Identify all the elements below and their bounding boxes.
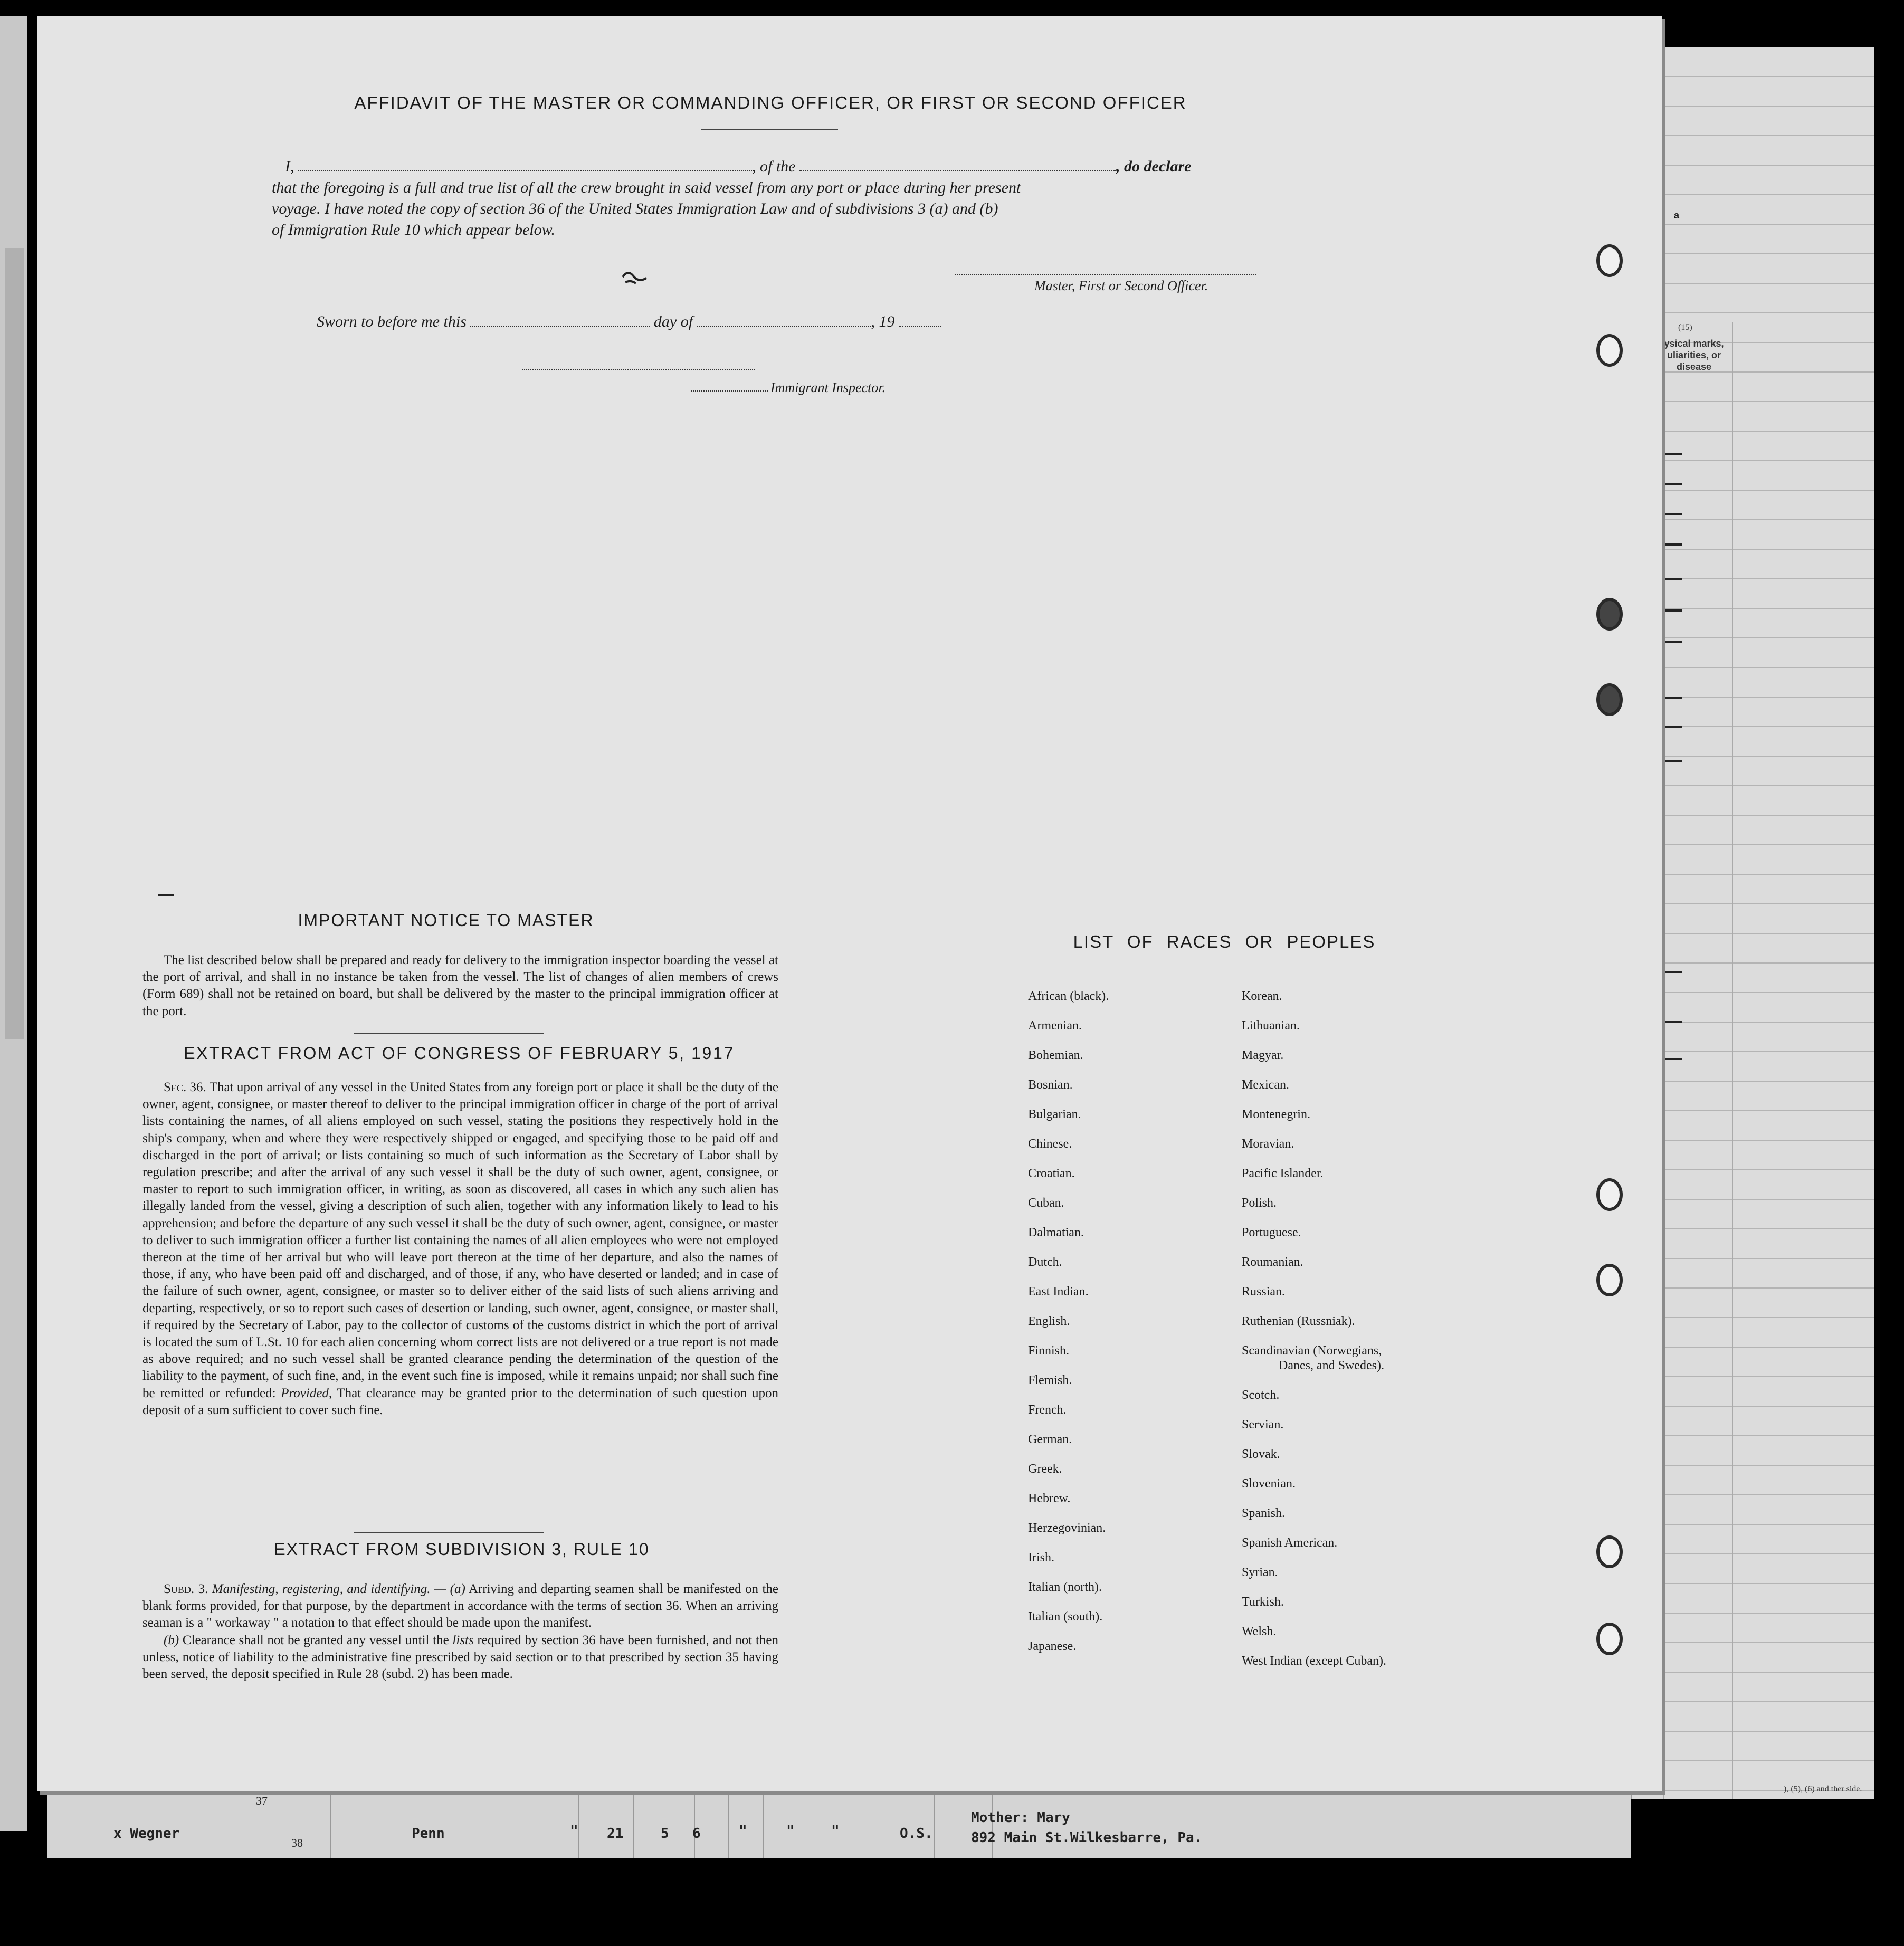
crew-name: x Wegner — [113, 1826, 180, 1842]
race-item: Magyar. — [1242, 1048, 1284, 1062]
race-item: Japanese. — [1028, 1639, 1077, 1653]
margin-dash — [1665, 483, 1682, 485]
race-item: Hebrew. — [1028, 1492, 1071, 1505]
race-item: English. — [1028, 1314, 1070, 1328]
bleed-through-typing — [63, 401, 1620, 446]
race-item: Irish. — [1028, 1551, 1054, 1565]
underlay-fragment: a — [1674, 210, 1680, 221]
punch-hole — [1596, 1623, 1623, 1655]
sworn-prefix: Sworn to before me this — [317, 313, 467, 330]
margin-dash — [1665, 760, 1682, 762]
subdivision-a-paragraph — [142, 1581, 778, 1632]
sworn-line — [317, 311, 941, 332]
cell-divider — [633, 1792, 634, 1858]
race-item: Slovenian. — [1242, 1477, 1296, 1491]
affidavit-sheet — [37, 16, 1662, 1791]
race-item: Bohemian. — [1028, 1048, 1083, 1062]
punch-hole — [1596, 1178, 1623, 1211]
race-item: Dutch. — [1028, 1255, 1062, 1269]
race-item: African (black). — [1028, 989, 1109, 1003]
inspector-signature-line[interactable] — [522, 369, 755, 370]
month-blank[interactable] — [697, 320, 871, 327]
margin-dash — [1665, 543, 1682, 546]
margin-dash — [1665, 726, 1682, 728]
ditto-mark: " — [739, 1823, 747, 1839]
subd-label: Subd. 3. — [164, 1582, 208, 1596]
margin-dash — [1665, 453, 1682, 455]
title-underline — [701, 129, 838, 130]
punch-hole — [1596, 598, 1623, 631]
column-heading: ysical marks, uliarities, or disease — [1664, 338, 1724, 372]
ghost-row — [63, 401, 1620, 446]
sheet-edge — [5, 248, 24, 1039]
race-item: Korean. — [1242, 989, 1282, 1003]
affidavit-line-3: voyage. I have noted the copy of section 36 of the United States Immigration Law and of subdivisions 3 (a) and (b) — [272, 200, 998, 217]
notice-title: IMPORTANT NOTICE TO MASTER — [298, 911, 594, 930]
race-item: Portuguese. — [1242, 1226, 1301, 1239]
race-item: Pacific Islander. — [1242, 1167, 1324, 1180]
extract-act-title: EXTRACT FROM ACT OF CONGRESS OF FEBRUARY 5, 1917 — [184, 1044, 735, 1063]
race-item: West Indian (except Cuban). — [1242, 1654, 1386, 1668]
race-item: Cuban. — [1028, 1196, 1064, 1210]
subdivision-b-paragraph — [142, 1632, 778, 1683]
margin-dash — [1665, 578, 1682, 580]
crew-height-feet: 5 — [661, 1826, 669, 1842]
smudge-mark — [620, 266, 649, 288]
provided-text: That clearance may be granted prior to the determination of such question upon deposit of a sum sufficient to cover such fine. — [142, 1386, 778, 1417]
notice-body — [142, 952, 778, 1020]
affidavit-of-the: , of the — [752, 158, 796, 175]
race-item: Chinese. — [1028, 1137, 1072, 1151]
race-item: Croatian. — [1028, 1167, 1075, 1180]
cell-divider — [934, 1792, 935, 1858]
punch-hole — [1596, 1535, 1623, 1568]
punch-hole — [1596, 1264, 1623, 1296]
column-rule — [1732, 322, 1733, 1799]
race-item: Greek. — [1028, 1462, 1062, 1476]
ditto-mark: " — [570, 1823, 578, 1839]
crew-age: 21 — [607, 1826, 624, 1842]
crew-height-inches: 6 — [692, 1826, 701, 1842]
margin-dash — [158, 894, 174, 896]
margin-dash — [1665, 697, 1682, 699]
margin-dash — [1665, 1058, 1682, 1060]
subd-b-lists: lists — [452, 1633, 474, 1647]
underlay-footer-text: ), (5), (6) and ther side. — [1784, 1785, 1862, 1794]
cell-divider — [728, 1792, 729, 1858]
section-36-paragraph — [142, 1079, 778, 1419]
column-number: (15) — [1678, 323, 1692, 332]
subd-a-text: Arriving and departing seamen shall be manifested on the blank forms provided, for that purpose, by the department in accordance with the terms of section 36. When an arriving seaman is a " workaway " a notation to that effect should be made upon the manifest. — [142, 1582, 778, 1630]
cell-divider — [330, 1792, 331, 1858]
races-title: LIST OF RACES OR PEOPLES — [1073, 932, 1376, 951]
affidavit-line-2: that the foregoing is a full and true list of all the crew brought in said vessel from any port or place during her present — [272, 179, 1021, 196]
races-right-column — [1242, 989, 1386, 1684]
race-item: Montenegrin. — [1242, 1108, 1310, 1121]
race-item: Italian (north). — [1028, 1580, 1102, 1594]
section-36-text: That upon arrival of any vessel in the United States from any foreign port or place it shall be the duty of the owner, agent, consignee, or master thereof to deliver to the principal immigration officer in charge of the port of arrival lists containing the names, of all aliens employed on such vessel, stating the positions they respectively hold in the ship's company, when and where they were respectively shipped or engaged, and specifying those to be paid off and discharged in the port of arrival; or lists containing so much of such information as the Secretary of Labor shall by regulation prescribe; and after the arrival of any such vessel it shall be the duty of such owner, agent, consignee, or master to report to such immigration officer, in writing, as soon as discovered, all cases in which any such alien has illegally landed from the vessel, giving a description of such alien, together with any information likely to lead to his apprehension; and before the departure of any such vessel it shall be the duty of such owner, agent, consignee, or master to deliver to such immigration officer a further list containing the names of all alien employees who were not employed thereon at the time of her arrival but who will leave port thereon at the time of her departure, and also the names of those, if any, who have been paid off and discharged, and of those, if any, who have deserted or landed; and in case of the failure of such owner, agent, consignee, or master so to deliver either of the said lists of such aliens arriving and departing, respectively, or so to report such cases of desertion or landing, such owner, agent, consignee, or master shall, if required by the Secretary of Labor, pay to the collector of customs of the customs district in which the port of arrival is located the sum of L.St. 10 for each alien concerning whom correct lists are not delivered or a true report is not made as above required; and no such vessel shall be granted clearance pending the determination of the question of the liability to the payment, of such fine, and, in the event such fine is imposed, while it remains unpaid; nor shall such fine be remitted or refunded: — [142, 1080, 778, 1400]
margin-dash — [1665, 609, 1682, 612]
affidavit-line-1 — [285, 156, 1277, 177]
row-number: 38 — [291, 1836, 303, 1849]
race-item: Bulgarian. — [1028, 1108, 1081, 1121]
affidavit-i: I, — [285, 158, 294, 175]
notice-paragraph: The list described below shall be prepared and ready for delivery to the immigration inspector boarding the vessel at the port of arrival, and shall in no instance be taken from the vessel. The list of changes of alien members of crews (Form 689) shall not be retained on board, but shall be delivered by the master to the principal immigration officer at the port. — [142, 953, 778, 1018]
subd-b-text: Clearance shall not be granted any vessel until the — [182, 1633, 449, 1647]
race-item: Roumanian. — [1242, 1255, 1303, 1269]
race-item: Spanish. — [1242, 1506, 1286, 1520]
sworn-day-of: day of — [653, 313, 693, 330]
race-item: Finnish. — [1028, 1344, 1070, 1358]
margin-dash — [1665, 641, 1682, 643]
race-item: Russian. — [1242, 1285, 1286, 1299]
extract-rule-title: EXTRACT FROM SUBDIVISION 3, RULE 10 — [274, 1540, 650, 1559]
punch-hole — [1596, 244, 1623, 277]
margin-dash — [1665, 513, 1682, 515]
punch-hole — [1596, 334, 1623, 367]
race-item: Armenian. — [1028, 1019, 1082, 1033]
section-divider — [354, 1532, 544, 1533]
race-item: French. — [1028, 1403, 1067, 1417]
affidavit-title: AFFIDAVIT OF THE MASTER OR COMMANDING OFFICER, OR FIRST OR SECOND OFFICER — [354, 93, 1187, 112]
subd-b-text-cont: required by section 36 have been furnished, and not then unless, notice of liability to the administrative fine prescribed by said section or to that prescribed by section 35 having been served, the deposit specified in Rule 28 (subd. 2) has been made. — [142, 1633, 778, 1682]
race-item: Lithuanian. — [1242, 1019, 1300, 1033]
ditto-mark: " — [786, 1823, 795, 1839]
race-item: Herzegovinian. — [1028, 1521, 1106, 1535]
subd-b-label: (b) — [164, 1633, 179, 1647]
year-blank[interactable] — [899, 320, 941, 327]
inspector-label: Immigrant Inspector. — [770, 380, 886, 395]
race-item: Polish. — [1242, 1196, 1277, 1210]
race-item: German. — [1028, 1433, 1072, 1446]
race-item: Italian (south). — [1028, 1610, 1103, 1624]
race-item: Danes, and Swedes). — [1279, 1359, 1384, 1372]
subd-title: Manifesting, registering, and identifying. — [212, 1582, 431, 1596]
crew-state: Penn — [412, 1826, 445, 1842]
underlying-manifest-sheet — [1631, 47, 1874, 1799]
affidavit-do-declare: , do declare — [1116, 158, 1192, 175]
race-item: Scandinavian (Norwegians, — [1242, 1344, 1382, 1358]
extract-rule-body — [142, 1581, 778, 1683]
crew-status: O.S. — [900, 1826, 933, 1842]
race-item: Mexican. — [1242, 1078, 1289, 1092]
name-blank[interactable] — [298, 165, 752, 171]
affidavit-line-4: of Immigration Rule 10 which appear below. — [272, 221, 555, 239]
row-number: 37 — [256, 1794, 268, 1807]
race-item: Spanish American. — [1242, 1536, 1338, 1550]
vessel-blank[interactable] — [799, 165, 1116, 171]
race-item: Slovak. — [1242, 1447, 1280, 1461]
races-left-column — [1028, 989, 1109, 1669]
punch-hole — [1596, 683, 1623, 716]
master-signature-label: Master, First or Second Officer. — [1034, 278, 1208, 293]
race-item: Dalmatian. — [1028, 1226, 1084, 1239]
race-item: Syrian. — [1242, 1566, 1278, 1579]
provided-label: Provided, — [281, 1386, 332, 1400]
race-item: Bosnian. — [1028, 1078, 1073, 1092]
section-label: Sec. 36. — [164, 1080, 206, 1094]
race-item: East Indian. — [1028, 1285, 1089, 1299]
extract-act-body — [142, 1079, 778, 1419]
race-item: Ruthenian (Russniak). — [1242, 1314, 1355, 1328]
race-item: Scotch. — [1242, 1388, 1280, 1402]
race-item: Moravian. — [1242, 1137, 1294, 1151]
ditto-mark: " — [831, 1823, 840, 1839]
column-rule — [1663, 322, 1664, 1799]
relative-address: 892 Main St.Wilkesbarre, Pa. — [971, 1830, 1203, 1846]
cell-divider — [763, 1792, 764, 1858]
section-divider — [354, 1033, 544, 1034]
subd-a-label: — (a) — [434, 1582, 465, 1596]
inspector-short-line — [691, 390, 768, 392]
day-blank[interactable] — [470, 320, 650, 327]
race-item: Welsh. — [1242, 1625, 1277, 1638]
sworn-year: , 19 — [871, 313, 895, 330]
margin-dash — [1665, 971, 1682, 973]
race-item: Servian. — [1242, 1418, 1284, 1432]
race-item: Flemish. — [1028, 1373, 1072, 1387]
race-item: Turkish. — [1242, 1595, 1284, 1609]
margin-dash — [1665, 1021, 1682, 1023]
relative-name: Mother: Mary — [971, 1810, 1070, 1826]
